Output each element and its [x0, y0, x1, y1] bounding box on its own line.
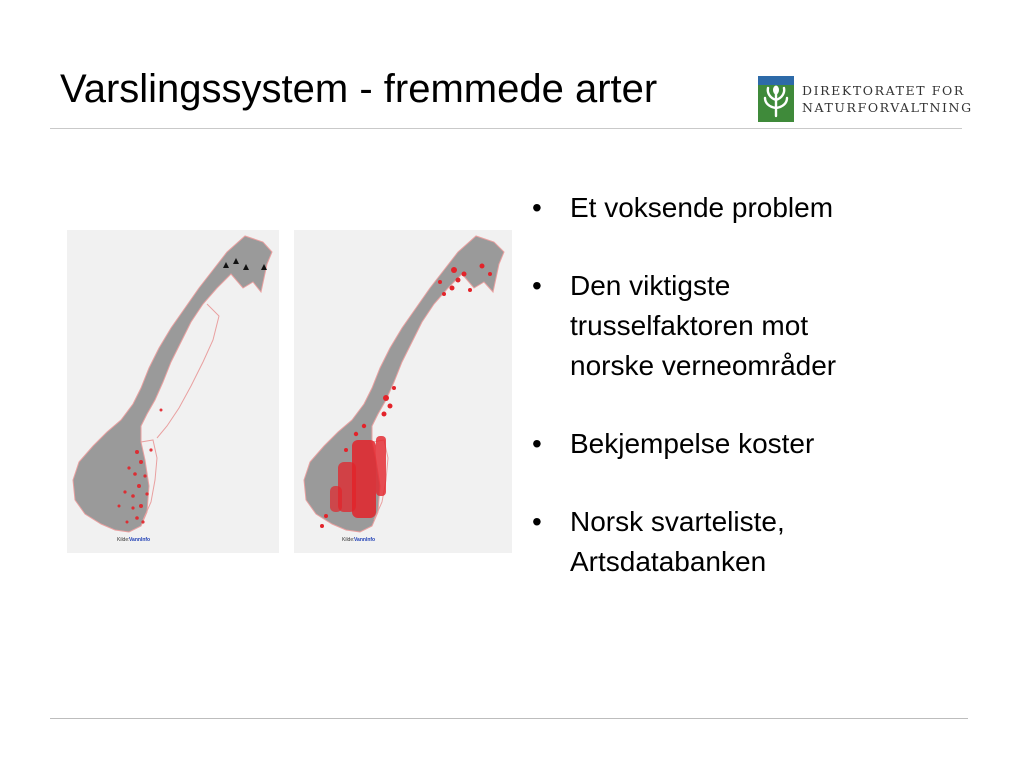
bullet-text: Et voksende problem — [570, 192, 834, 223]
bullet-text-line: Den viktigste — [570, 270, 731, 301]
map-2-source-name: VannInfo — [354, 537, 376, 543]
bullet-marker: • — [532, 270, 542, 301]
logo-line-2: NATURFORVALTNING — [802, 100, 973, 115]
map-1-source-prefix: Kilde: — [117, 537, 130, 543]
title-divider — [50, 128, 962, 129]
bullet-text-line: norske verneområder — [570, 350, 837, 381]
bullet-text: Bekjempelse koster — [570, 428, 815, 459]
map-1-source-name: VannInfo — [129, 537, 151, 543]
norway-map-2-graphic — [294, 230, 512, 553]
bullet-item — [532, 266, 972, 386]
bullet-marker: • — [532, 192, 542, 223]
bullet-text-line: trusselfaktoren mot — [570, 310, 809, 341]
bullet-marker: • — [532, 428, 542, 459]
bullet-item — [532, 188, 972, 228]
footer-divider — [50, 718, 968, 719]
slide-title: Varslingssystem - fremmede arter — [60, 67, 658, 111]
dn-logo — [758, 76, 973, 122]
bullet-item — [532, 502, 972, 582]
norway-map-2 — [294, 230, 512, 553]
norway-map-1-graphic — [67, 230, 279, 553]
logo-line-1: DIREKTORATET FOR — [802, 83, 965, 98]
bullet-item — [532, 424, 972, 464]
map-2-source-prefix: Kilde: — [342, 537, 355, 543]
bullet-text-line: Norsk svarteliste, — [570, 506, 785, 537]
bullet-marker: • — [532, 506, 542, 537]
bullet-list — [532, 188, 972, 620]
norway-map-1 — [67, 230, 279, 553]
bullet-text-line: Artsdatabanken — [570, 546, 767, 577]
logo-text — [802, 82, 973, 116]
leaf-logo-icon — [758, 76, 794, 122]
